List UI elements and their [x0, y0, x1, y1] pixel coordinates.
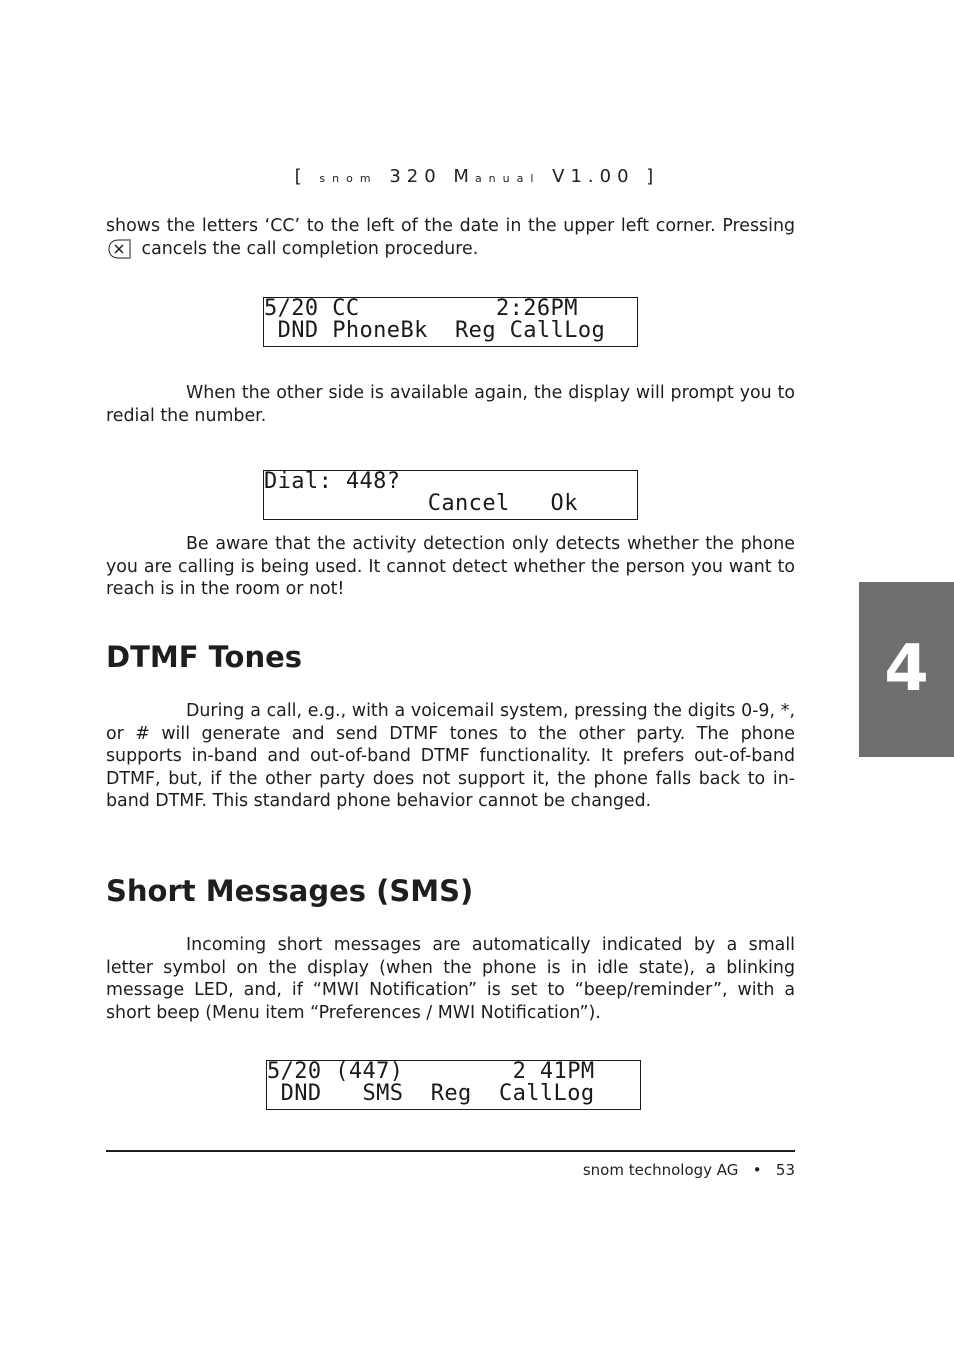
- paragraph-cc-intro: [106, 215, 795, 260]
- header-model: 320: [389, 166, 442, 187]
- header-version: V1.00: [552, 166, 635, 187]
- chapter-tab: [859, 582, 954, 757]
- heading-dtmf-tones: DTMF Tones: [106, 640, 303, 674]
- header-bracket-open: [: [294, 166, 308, 187]
- lcd-display-sms: [266, 1060, 641, 1110]
- header-manual: [453, 166, 540, 187]
- lcd-line-1: 5/20 CC 2:26PM: [264, 296, 578, 321]
- running-header: [0, 166, 954, 187]
- header-manual-rest: anual: [474, 172, 541, 185]
- lcd-display-cc: [263, 297, 638, 347]
- paragraph-dtmf: During a call, e.g., with a voicemail system, pressing the digits 0-9, *, or # will generate and send DTMF tones to the other party. The phone supports in-band and out-of-band DTMF functionality. It prefers out-of-band DTMF, but, if the other party does not support it, the phone falls back to in-band DTMF. This standard phone behavior cannot be changed.: [106, 701, 795, 811]
- footer-bullet: •: [752, 1161, 762, 1179]
- header-brand: snom: [319, 172, 378, 185]
- footer-rule: [106, 1150, 795, 1152]
- lcd-line-2: DND PhoneBk Reg CallLog: [264, 318, 606, 343]
- lcd-line-1: 5/20 (447) 2 41PM: [267, 1059, 595, 1084]
- header-bracket-close: ]: [646, 166, 660, 187]
- x-cancel-key-icon: [106, 238, 132, 260]
- paragraph-cc-line1: shows the letters ‘CC’ to the left of the date in the upper left corner.: [106, 216, 716, 236]
- paragraph-cc-pressing: Pressing: [722, 216, 796, 236]
- lcd-line-1: Dial: 448?: [264, 469, 401, 494]
- lcd-line-2: DND SMS Reg CallLog: [267, 1081, 595, 1106]
- header-manual-initial: M: [453, 166, 475, 187]
- footer-company: snom technology AG: [582, 1161, 739, 1179]
- paragraph-cc-rest: cancels the call completion procedure.: [141, 238, 479, 259]
- paragraph-activity-detection: Be aware that the activity detection only detects whether the phone you are calling is being used. It cannot detect whether the person you want to reach is in the room or not!: [106, 534, 795, 599]
- lcd-line-2: Cancel Ok: [264, 491, 578, 516]
- lcd-display-dial: [263, 470, 638, 520]
- heading-short-messages: Short Messages (SMS): [106, 874, 474, 908]
- paragraph-redial: When the other side is available again, the display will prompt you to redial the number.: [106, 383, 795, 426]
- page-footer: [583, 1161, 795, 1179]
- page-number: 53: [775, 1161, 795, 1179]
- paragraph-sms: Incoming short messages are automatically indicated by a small letter symbol on the display (when the phone is in idle state), a blinking message LED, and, if “MWI Notification” is set to “beep/reminder”, with a short beep (Menu item “Preferences / MWI Notification”).: [106, 935, 795, 1023]
- chapter-number: 4: [884, 632, 929, 706]
